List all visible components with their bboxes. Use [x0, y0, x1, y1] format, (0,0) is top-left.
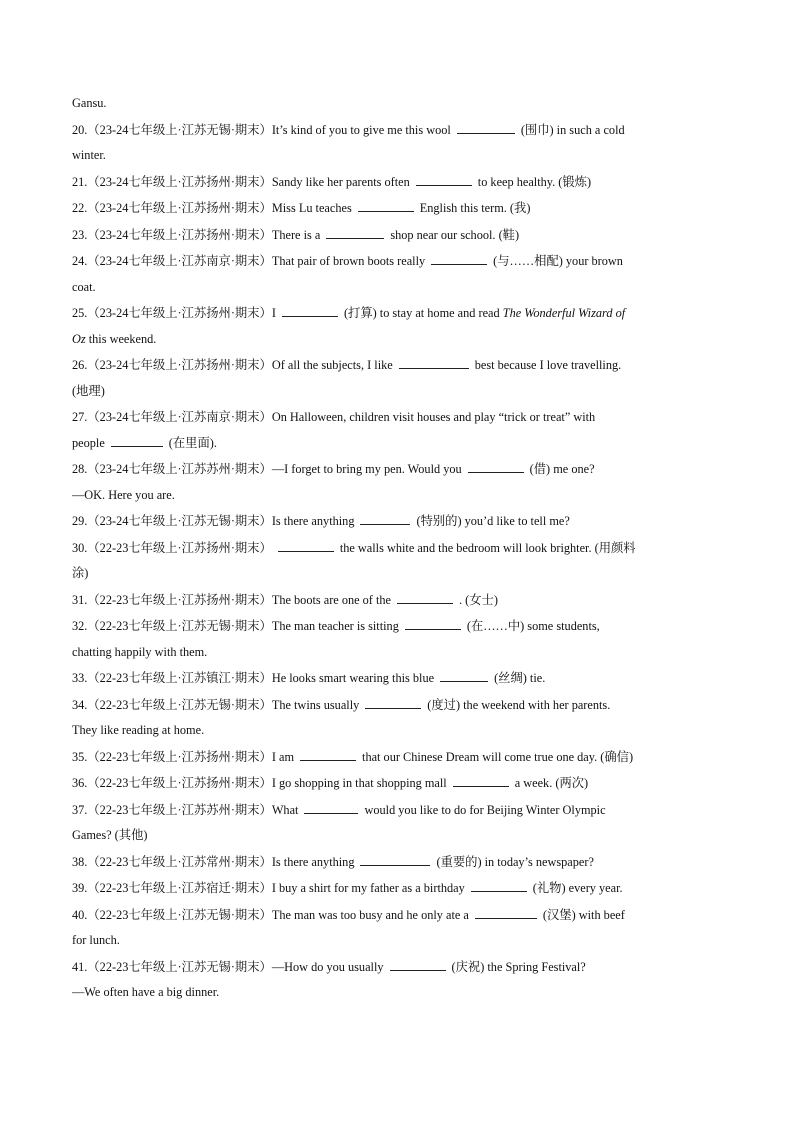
- question-line: [72, 613, 722, 640]
- answer-blank[interactable]: [365, 697, 421, 709]
- question-text: Is there anything: [271, 854, 355, 869]
- book-title: The Wonderful Wizard of: [502, 306, 626, 320]
- question-source: （22-23七年级上·江苏宿迁·期末）: [87, 881, 272, 895]
- question-text: Of all the subjects, I like: [271, 358, 393, 372]
- question-number: 41.: [72, 959, 88, 974]
- question-line: [72, 352, 722, 379]
- question-source: （22-23七年级上·江苏苏州·期末）: [87, 802, 272, 817]
- answer-blank[interactable]: [300, 749, 356, 761]
- question-text: —How do you usually: [271, 959, 384, 974]
- question-number: 25.: [72, 306, 88, 320]
- question-text: to keep healthy. (锻炼): [477, 174, 592, 189]
- question-number: 27.: [72, 410, 88, 424]
- question-text: Games? (其他): [72, 828, 148, 842]
- continuation-line: [72, 275, 722, 301]
- answer-blank[interactable]: [358, 200, 414, 212]
- question-text: Sandy like her parents often: [271, 174, 410, 189]
- question-line: [72, 875, 722, 902]
- continuation-line: [72, 823, 722, 849]
- continuation-line: [72, 431, 722, 457]
- question-text: people: [72, 435, 105, 450]
- question-text: (与……相配) your brown: [493, 254, 623, 268]
- question-number: 26.: [72, 358, 88, 372]
- question-line: [72, 849, 722, 876]
- question-text: that our Chinese Dream will come true one day. (确信): [362, 749, 634, 764]
- answer-blank[interactable]: [468, 461, 524, 473]
- question-text: I buy a shirt for my father as a birthday: [271, 881, 465, 895]
- answer-blank[interactable]: [278, 540, 334, 552]
- answer-blank[interactable]: [457, 122, 515, 134]
- question-source: （23-24七年级上·江苏扬州·期末）: [87, 201, 272, 215]
- question-number: 29.: [72, 514, 88, 528]
- question-line: [72, 404, 722, 431]
- question-text: (庆祝) the Spring Festival?: [451, 959, 586, 974]
- question-text: would you like to do for Beijing Winter Olympic: [364, 802, 606, 817]
- question-line: [72, 587, 722, 614]
- answer-blank[interactable]: [326, 227, 384, 239]
- question-text: . (女士): [459, 592, 498, 607]
- question-text: The twins usually: [271, 697, 360, 712]
- question-line: [72, 902, 722, 929]
- question-line: [72, 770, 722, 797]
- question-source: （22-23七年级上·江苏常州·期末）: [87, 854, 272, 869]
- question-text: I go shopping in that shopping mall: [271, 776, 447, 790]
- question-text: best because I love travelling.: [474, 358, 622, 372]
- question-number: 33.: [72, 671, 88, 685]
- question-source: （22-23七年级上·江苏扬州·期末）: [87, 540, 272, 555]
- question-text: (地理): [72, 383, 105, 398]
- continuation-line: [72, 483, 722, 509]
- answer-blank[interactable]: [475, 907, 537, 919]
- question-text: winter.: [72, 148, 106, 162]
- question-line: [72, 169, 722, 196]
- question-text: The boots are one of the: [271, 592, 391, 607]
- answer-blank[interactable]: [405, 618, 461, 630]
- answer-blank[interactable]: [304, 802, 358, 814]
- answer-blank[interactable]: [111, 435, 163, 447]
- question-source: （23-24七年级上·江苏扬州·期末）: [87, 227, 272, 242]
- question-text: shop near our school. (鞋): [390, 227, 520, 242]
- answer-blank[interactable]: [282, 305, 338, 317]
- question-number: 39.: [72, 881, 88, 895]
- answer-blank[interactable]: [416, 174, 472, 186]
- question-text: (借) me one?: [529, 462, 595, 476]
- question-line: [72, 744, 722, 771]
- answer-blank[interactable]: [360, 513, 410, 525]
- question-text: Is there anything: [271, 514, 355, 528]
- question-source: （23-24七年级上·江苏南京·期末）: [87, 254, 272, 268]
- continuation-line: [72, 143, 722, 169]
- question-text: (在……中) some students,: [466, 619, 600, 633]
- question-line: [72, 535, 722, 562]
- question-text: chatting happily with them.: [72, 644, 208, 659]
- answer-blank[interactable]: [471, 880, 527, 892]
- question-text: Gansu.: [72, 96, 107, 110]
- question-line: [72, 117, 722, 144]
- question-line: [72, 954, 722, 981]
- question-text: It’s kind of you to give me this wool: [271, 122, 451, 137]
- question-source: （23-24七年级上·江苏南京·期末）: [87, 410, 272, 424]
- question-text: (丝绸) tie.: [494, 671, 546, 685]
- question-line: [72, 665, 722, 692]
- question-number: 22.: [72, 201, 88, 215]
- answer-blank[interactable]: [390, 959, 446, 971]
- question-text: (打算) to stay at home and read: [343, 306, 500, 320]
- question-source: （22-23七年级上·江苏无锡·期末）: [87, 959, 272, 974]
- question-text: There is a: [271, 227, 321, 242]
- question-number: 37.: [72, 802, 88, 817]
- question-source: （22-23七年级上·江苏无锡·期末）: [87, 697, 272, 712]
- question-text: this weekend.: [85, 331, 157, 346]
- question-line: [72, 456, 722, 483]
- question-number: 32.: [72, 619, 88, 633]
- question-source: （22-23七年级上·江苏镇江·期末）: [87, 671, 272, 685]
- question-line: [72, 508, 722, 535]
- answer-blank[interactable]: [431, 253, 487, 265]
- question-text: English this term. (我): [419, 201, 531, 215]
- question-text: The man was too busy and he only ate a: [271, 907, 469, 922]
- continuation-line: [72, 327, 722, 353]
- question-source: （22-23七年级上·江苏扬州·期末）: [87, 592, 272, 607]
- question-text: That pair of brown boots really: [271, 254, 426, 268]
- question-text: I am: [271, 749, 295, 764]
- question-number: 20.: [72, 122, 88, 137]
- question-number: 30.: [72, 540, 88, 555]
- exercise-list: [72, 91, 722, 1006]
- question-text: —We often have a big dinner.: [72, 985, 220, 999]
- question-text: They like reading at home.: [72, 723, 205, 737]
- question-number: 36.: [72, 776, 88, 790]
- continuation-line: [72, 928, 722, 954]
- question-text: 涂): [72, 566, 89, 580]
- question-text: the walls white and the bedroom will look brighter. (用颜料: [339, 540, 636, 555]
- answer-blank[interactable]: [397, 592, 453, 604]
- question-text: (在里面).: [168, 435, 217, 450]
- question-text: —I forget to bring my pen. Would you: [271, 462, 462, 476]
- question-source: （23-24七年级上·江苏扬州·期末）: [87, 358, 272, 372]
- question-text: He looks smart wearing this blue: [271, 671, 435, 685]
- question-text: (重要的) in today’s newspaper?: [436, 854, 594, 869]
- question-source: （23-24七年级上·江苏扬州·期末）: [87, 306, 272, 320]
- question-source: （23-24七年级上·江苏无锡·期末）: [87, 514, 272, 528]
- question-text: What: [271, 802, 299, 817]
- answer-blank[interactable]: [360, 854, 430, 866]
- continuation-line: [72, 91, 722, 117]
- question-source: （23-24七年级上·江苏扬州·期末）: [87, 174, 272, 189]
- question-source: （22-23七年级上·江苏无锡·期末）: [87, 907, 272, 922]
- answer-blank[interactable]: [440, 670, 488, 682]
- continuation-line: [72, 980, 722, 1006]
- question-line: [72, 195, 722, 222]
- question-number: 34.: [72, 697, 88, 712]
- question-source: （22-23七年级上·江苏无锡·期末）: [87, 619, 272, 633]
- question-number: 40.: [72, 907, 88, 922]
- question-line: [72, 797, 722, 824]
- question-line: [72, 692, 722, 719]
- question-text: I: [271, 306, 276, 320]
- question-text: On Halloween, children visit houses and play “trick or treat” with: [271, 410, 596, 424]
- question-number: 31.: [72, 592, 88, 607]
- continuation-line: [72, 718, 722, 744]
- question-text: Miss Lu teaches: [271, 201, 352, 215]
- question-line: [72, 248, 722, 275]
- question-number: 24.: [72, 254, 88, 268]
- question-line: [72, 222, 722, 249]
- answer-blank[interactable]: [453, 775, 509, 787]
- question-text: a week. (两次): [514, 776, 589, 790]
- question-text: —OK. Here you are.: [72, 487, 175, 502]
- question-source: （22-23七年级上·江苏扬州·期末）: [87, 749, 272, 764]
- question-source: （23-24七年级上·江苏无锡·期末）: [87, 122, 272, 137]
- continuation-line: [72, 640, 722, 666]
- question-text: (礼物) every year.: [532, 881, 623, 895]
- question-text: (特别的) you’d like to tell me?: [416, 514, 570, 528]
- question-source: （22-23七年级上·江苏扬州·期末）: [87, 776, 272, 790]
- question-text: coat.: [72, 279, 96, 294]
- question-text: for lunch.: [72, 933, 120, 947]
- question-source: （23-24七年级上·江苏苏州·期末）: [87, 462, 272, 476]
- answer-blank[interactable]: [399, 357, 469, 369]
- question-text: (汉堡) with beef: [542, 907, 625, 922]
- question-number: 35.: [72, 749, 88, 764]
- continuation-line: [72, 561, 722, 587]
- question-number: 28.: [72, 462, 88, 476]
- question-text: The man teacher is sitting: [271, 619, 399, 633]
- question-number: 38.: [72, 854, 88, 869]
- question-text: (围巾) in such a cold: [520, 122, 625, 137]
- continuation-line: [72, 379, 722, 405]
- question-line: [72, 300, 722, 327]
- book-title: Oz: [72, 331, 86, 346]
- question-text: (度过) the weekend with her parents.: [427, 697, 611, 712]
- question-number: 23.: [72, 227, 88, 242]
- question-number: 21.: [72, 174, 88, 189]
